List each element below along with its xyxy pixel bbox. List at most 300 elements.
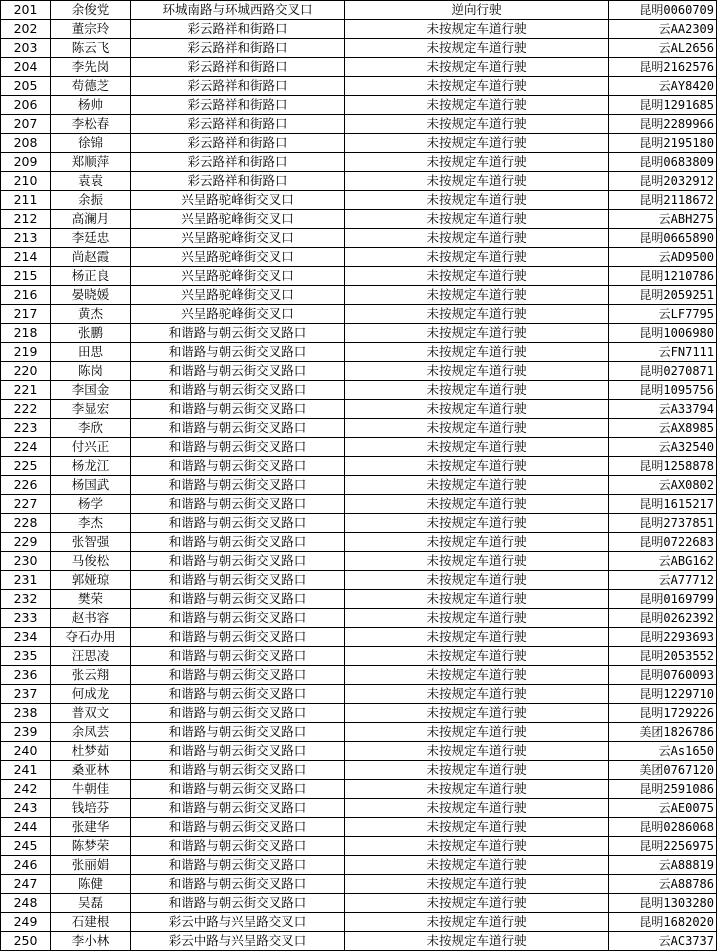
driver-name: 钱培芬 bbox=[51, 799, 131, 818]
table-row bbox=[1, 609, 717, 628]
table-row bbox=[1, 533, 717, 552]
row-number: 226 bbox=[1, 476, 51, 495]
driver-name: 董宗玲 bbox=[51, 20, 131, 39]
violation-type: 未按规定车道行驶 bbox=[345, 20, 609, 39]
table-row bbox=[1, 229, 717, 248]
plate-number: 昆明0683809 bbox=[609, 153, 717, 172]
violation-type: 未按规定车道行驶 bbox=[345, 58, 609, 77]
driver-name: 李先岗 bbox=[51, 58, 131, 77]
table-row bbox=[1, 210, 717, 229]
violation-type: 未按规定车道行驶 bbox=[345, 381, 609, 400]
driver-name: 汪思凌 bbox=[51, 647, 131, 666]
table-row bbox=[1, 723, 717, 742]
table-row bbox=[1, 647, 717, 666]
violation-type: 未按规定车道行驶 bbox=[345, 343, 609, 362]
row-number: 236 bbox=[1, 666, 51, 685]
violation-location: 兴呈路驼峰街交叉口 bbox=[131, 267, 345, 286]
plate-number: 云AX8985 bbox=[609, 419, 717, 438]
driver-name: 何成龙 bbox=[51, 685, 131, 704]
table-row bbox=[1, 400, 717, 419]
plate-number: 云LF7795 bbox=[609, 305, 717, 324]
plate-number: 昆明2591086 bbox=[609, 780, 717, 799]
row-number: 232 bbox=[1, 590, 51, 609]
driver-name: 赵书容 bbox=[51, 609, 131, 628]
driver-name: 张云翔 bbox=[51, 666, 131, 685]
table-row bbox=[1, 324, 717, 343]
violation-type: 未按规定车道行驶 bbox=[345, 457, 609, 476]
plate-number: 昆明0060709 bbox=[609, 1, 717, 20]
row-number: 216 bbox=[1, 286, 51, 305]
table-row bbox=[1, 780, 717, 799]
violation-location: 和谐路与朝云街交叉路口 bbox=[131, 324, 345, 343]
row-number: 229 bbox=[1, 533, 51, 552]
driver-name: 普双文 bbox=[51, 704, 131, 723]
plate-number: 云A88786 bbox=[609, 875, 717, 894]
violation-type: 未按规定车道行驶 bbox=[345, 115, 609, 134]
table-row bbox=[1, 115, 717, 134]
driver-name: 余振 bbox=[51, 191, 131, 210]
table-row bbox=[1, 457, 717, 476]
table-row bbox=[1, 438, 717, 457]
table-row bbox=[1, 704, 717, 723]
violation-type: 未按规定车道行驶 bbox=[345, 932, 609, 951]
violation-location: 和谐路与朝云街交叉路口 bbox=[131, 704, 345, 723]
violation-location: 和谐路与朝云街交叉路口 bbox=[131, 761, 345, 780]
table-row bbox=[1, 590, 717, 609]
violation-type: 未按规定车道行驶 bbox=[345, 780, 609, 799]
row-number: 242 bbox=[1, 780, 51, 799]
plate-number: 昆明2162576 bbox=[609, 58, 717, 77]
plate-number: 昆明2737851 bbox=[609, 514, 717, 533]
violation-location: 环城南路与环城西路交叉口 bbox=[131, 1, 345, 20]
plate-number: 云AE0075 bbox=[609, 799, 717, 818]
violation-type: 未按规定车道行驶 bbox=[345, 514, 609, 533]
driver-name: 杨学 bbox=[51, 495, 131, 514]
violation-type: 未按规定车道行驶 bbox=[345, 685, 609, 704]
driver-name: 高澜月 bbox=[51, 210, 131, 229]
table-row bbox=[1, 153, 717, 172]
table-row bbox=[1, 96, 717, 115]
driver-name: 李廷忠 bbox=[51, 229, 131, 248]
row-number: 241 bbox=[1, 761, 51, 780]
violation-location: 彩云路祥和街路口 bbox=[131, 77, 345, 96]
violation-type: 未按规定车道行驶 bbox=[345, 590, 609, 609]
row-number: 220 bbox=[1, 362, 51, 381]
violation-location: 和谐路与朝云街交叉路口 bbox=[131, 780, 345, 799]
table-row bbox=[1, 799, 717, 818]
table-row bbox=[1, 20, 717, 39]
plate-number: 昆明0665890 bbox=[609, 229, 717, 248]
plate-number: 云AX0802 bbox=[609, 476, 717, 495]
row-number: 227 bbox=[1, 495, 51, 514]
row-number: 201 bbox=[1, 1, 51, 20]
driver-name: 杨正良 bbox=[51, 267, 131, 286]
driver-name: 杜梦茹 bbox=[51, 742, 131, 761]
violation-type: 未按规定车道行驶 bbox=[345, 818, 609, 837]
row-number: 221 bbox=[1, 381, 51, 400]
violation-type: 未按规定车道行驶 bbox=[345, 723, 609, 742]
violation-location: 和谐路与朝云街交叉路口 bbox=[131, 343, 345, 362]
row-number: 249 bbox=[1, 913, 51, 932]
plate-number: 昆明1303280 bbox=[609, 894, 717, 913]
row-number: 207 bbox=[1, 115, 51, 134]
row-number: 235 bbox=[1, 647, 51, 666]
violation-type: 未按规定车道行驶 bbox=[345, 248, 609, 267]
driver-name: 杨国武 bbox=[51, 476, 131, 495]
violation-location: 和谐路与朝云街交叉路口 bbox=[131, 495, 345, 514]
violation-location: 彩云路祥和街路口 bbox=[131, 20, 345, 39]
driver-name: 张智强 bbox=[51, 533, 131, 552]
driver-name: 余凤芸 bbox=[51, 723, 131, 742]
violation-type: 未按规定车道行驶 bbox=[345, 96, 609, 115]
plate-number: 昆明2053552 bbox=[609, 647, 717, 666]
driver-name: 马俊松 bbox=[51, 552, 131, 571]
violation-location: 彩云路祥和街路口 bbox=[131, 96, 345, 115]
plate-number: 昆明2289966 bbox=[609, 115, 717, 134]
plate-number: 云As1650 bbox=[609, 742, 717, 761]
row-number: 212 bbox=[1, 210, 51, 229]
row-number: 211 bbox=[1, 191, 51, 210]
row-number: 202 bbox=[1, 20, 51, 39]
driver-name: 张建华 bbox=[51, 818, 131, 837]
violation-type: 未按规定车道行驶 bbox=[345, 267, 609, 286]
plate-number: 云AD9500 bbox=[609, 248, 717, 267]
table-row bbox=[1, 742, 717, 761]
violation-type: 未按规定车道行驶 bbox=[345, 172, 609, 191]
violation-location: 彩云路祥和街路口 bbox=[131, 115, 345, 134]
violation-type: 未按规定车道行驶 bbox=[345, 153, 609, 172]
row-number: 205 bbox=[1, 77, 51, 96]
driver-name: 晏晓媛 bbox=[51, 286, 131, 305]
plate-number: 昆明1258878 bbox=[609, 457, 717, 476]
plate-number: 昆明1006980 bbox=[609, 324, 717, 343]
row-number: 218 bbox=[1, 324, 51, 343]
plate-number: 云A33794 bbox=[609, 400, 717, 419]
plate-number: 昆明2032912 bbox=[609, 172, 717, 191]
row-number: 217 bbox=[1, 305, 51, 324]
driver-name: 张丽娟 bbox=[51, 856, 131, 875]
violation-location: 和谐路与朝云街交叉路口 bbox=[131, 362, 345, 381]
table-row bbox=[1, 381, 717, 400]
violation-type: 未按规定车道行驶 bbox=[345, 476, 609, 495]
plate-number: 昆明0169799 bbox=[609, 590, 717, 609]
row-number: 250 bbox=[1, 932, 51, 951]
plate-number: 云AY8420 bbox=[609, 77, 717, 96]
violation-location: 和谐路与朝云街交叉路口 bbox=[131, 723, 345, 742]
violation-location: 彩云路祥和街路口 bbox=[131, 39, 345, 58]
violation-type: 未按规定车道行驶 bbox=[345, 837, 609, 856]
violation-type: 未按规定车道行驶 bbox=[345, 647, 609, 666]
row-number: 203 bbox=[1, 39, 51, 58]
violation-table-body bbox=[1, 1, 717, 951]
violation-location: 和谐路与朝云街交叉路口 bbox=[131, 742, 345, 761]
plate-number: 云AC3737 bbox=[609, 932, 717, 951]
driver-name: 田思 bbox=[51, 343, 131, 362]
row-number: 240 bbox=[1, 742, 51, 761]
violation-location: 兴呈路驼峰街交叉口 bbox=[131, 229, 345, 248]
violation-location: 和谐路与朝云街交叉路口 bbox=[131, 381, 345, 400]
violation-type: 未按规定车道行驶 bbox=[345, 229, 609, 248]
table-row bbox=[1, 134, 717, 153]
plate-number: 昆明1095756 bbox=[609, 381, 717, 400]
row-number: 247 bbox=[1, 875, 51, 894]
table-row bbox=[1, 875, 717, 894]
violation-location: 兴呈路驼峰街交叉口 bbox=[131, 191, 345, 210]
driver-name: 李欣 bbox=[51, 419, 131, 438]
driver-name: 郑顺萍 bbox=[51, 153, 131, 172]
violation-location: 和谐路与朝云街交叉路口 bbox=[131, 457, 345, 476]
violation-type: 未按规定车道行驶 bbox=[345, 362, 609, 381]
plate-number: 美团0767120 bbox=[609, 761, 717, 780]
violation-type: 未按规定车道行驶 bbox=[345, 704, 609, 723]
violation-location: 和谐路与朝云街交叉路口 bbox=[131, 400, 345, 419]
table-row bbox=[1, 77, 717, 96]
table-row bbox=[1, 191, 717, 210]
violation-type: 未按规定车道行驶 bbox=[345, 875, 609, 894]
violation-location: 兴呈路驼峰街交叉口 bbox=[131, 248, 345, 267]
row-number: 210 bbox=[1, 172, 51, 191]
violation-location: 和谐路与朝云街交叉路口 bbox=[131, 856, 345, 875]
table-row bbox=[1, 248, 717, 267]
plate-number: 云ABG162 bbox=[609, 552, 717, 571]
driver-name: 李显宏 bbox=[51, 400, 131, 419]
plate-number: 昆明2195180 bbox=[609, 134, 717, 153]
violation-location: 兴呈路驼峰街交叉口 bbox=[131, 305, 345, 324]
row-number: 209 bbox=[1, 153, 51, 172]
row-number: 214 bbox=[1, 248, 51, 267]
violation-location: 和谐路与朝云街交叉路口 bbox=[131, 438, 345, 457]
row-number: 222 bbox=[1, 400, 51, 419]
violation-type: 未按规定车道行驶 bbox=[345, 191, 609, 210]
row-number: 213 bbox=[1, 229, 51, 248]
violation-location: 和谐路与朝云街交叉路口 bbox=[131, 571, 345, 590]
plate-number: 云A88819 bbox=[609, 856, 717, 875]
violation-type: 未按规定车道行驶 bbox=[345, 666, 609, 685]
row-number: 231 bbox=[1, 571, 51, 590]
driver-name: 袁袁 bbox=[51, 172, 131, 191]
violation-type: 逆向行驶 bbox=[345, 1, 609, 20]
violation-location: 彩云路祥和街路口 bbox=[131, 134, 345, 153]
table-row bbox=[1, 628, 717, 647]
plate-number: 云FN7111 bbox=[609, 343, 717, 362]
violation-type: 未按规定车道行驶 bbox=[345, 856, 609, 875]
plate-number: 昆明0722683 bbox=[609, 533, 717, 552]
violation-type: 未按规定车道行驶 bbox=[345, 761, 609, 780]
plate-number: 云AL2656 bbox=[609, 39, 717, 58]
table-row bbox=[1, 495, 717, 514]
driver-name: 杨帅 bbox=[51, 96, 131, 115]
row-number: 204 bbox=[1, 58, 51, 77]
row-number: 233 bbox=[1, 609, 51, 628]
table-row bbox=[1, 837, 717, 856]
driver-name: 樊荣 bbox=[51, 590, 131, 609]
violation-type: 未按规定车道行驶 bbox=[345, 324, 609, 343]
plate-number: 云AA2309 bbox=[609, 20, 717, 39]
driver-name: 李杰 bbox=[51, 514, 131, 533]
table-row bbox=[1, 172, 717, 191]
table-row bbox=[1, 818, 717, 837]
violation-type: 未按规定车道行驶 bbox=[345, 39, 609, 58]
driver-name: 苟德芝 bbox=[51, 77, 131, 96]
violation-type: 未按规定车道行驶 bbox=[345, 400, 609, 419]
violation-type: 未按规定车道行驶 bbox=[345, 628, 609, 647]
driver-name: 陈梦荣 bbox=[51, 837, 131, 856]
violation-location: 和谐路与朝云街交叉路口 bbox=[131, 552, 345, 571]
row-number: 237 bbox=[1, 685, 51, 704]
plate-number: 昆明2118672 bbox=[609, 191, 717, 210]
driver-name: 陈健 bbox=[51, 875, 131, 894]
violation-type: 未按规定车道行驶 bbox=[345, 419, 609, 438]
violation-location: 兴呈路驼峰街交叉口 bbox=[131, 286, 345, 305]
violation-type: 未按规定车道行驶 bbox=[345, 799, 609, 818]
violation-location: 彩云中路与兴呈路交叉口 bbox=[131, 932, 345, 951]
driver-name: 石建根 bbox=[51, 913, 131, 932]
row-number: 206 bbox=[1, 96, 51, 115]
violation-type: 未按规定车道行驶 bbox=[345, 742, 609, 761]
violation-type: 未按规定车道行驶 bbox=[345, 134, 609, 153]
plate-number: 昆明1729226 bbox=[609, 704, 717, 723]
violation-location: 和谐路与朝云街交叉路口 bbox=[131, 514, 345, 533]
violation-type: 未按规定车道行驶 bbox=[345, 571, 609, 590]
table-row bbox=[1, 514, 717, 533]
violation-location: 和谐路与朝云街交叉路口 bbox=[131, 837, 345, 856]
table-row bbox=[1, 362, 717, 381]
table-row bbox=[1, 932, 717, 951]
violation-type: 未按规定车道行驶 bbox=[345, 552, 609, 571]
table-row bbox=[1, 666, 717, 685]
table-row bbox=[1, 286, 717, 305]
table-row bbox=[1, 58, 717, 77]
plate-number: 美团1826786 bbox=[609, 723, 717, 742]
violation-location: 彩云路祥和街路口 bbox=[131, 58, 345, 77]
plate-number: 昆明0760093 bbox=[609, 666, 717, 685]
driver-name: 李松春 bbox=[51, 115, 131, 134]
violation-location: 和谐路与朝云街交叉路口 bbox=[131, 533, 345, 552]
row-number: 243 bbox=[1, 799, 51, 818]
row-number: 239 bbox=[1, 723, 51, 742]
plate-number: 昆明2256975 bbox=[609, 837, 717, 856]
table-row bbox=[1, 1, 717, 20]
driver-name: 杨龙江 bbox=[51, 457, 131, 476]
row-number: 208 bbox=[1, 134, 51, 153]
driver-name: 吴磊 bbox=[51, 894, 131, 913]
plate-number: 昆明2059251 bbox=[609, 286, 717, 305]
violation-type: 未按规定车道行驶 bbox=[345, 77, 609, 96]
row-number: 228 bbox=[1, 514, 51, 533]
plate-number: 昆明1210786 bbox=[609, 267, 717, 286]
table-row bbox=[1, 571, 717, 590]
driver-name: 尚赵霞 bbox=[51, 248, 131, 267]
row-number: 225 bbox=[1, 457, 51, 476]
driver-name: 桑亚林 bbox=[51, 761, 131, 780]
table-row bbox=[1, 39, 717, 58]
violation-type: 未按规定车道行驶 bbox=[345, 913, 609, 932]
violation-location: 和谐路与朝云街交叉路口 bbox=[131, 647, 345, 666]
violation-type: 未按规定车道行驶 bbox=[345, 495, 609, 514]
violation-type: 未按规定车道行驶 bbox=[345, 210, 609, 229]
violation-location: 和谐路与朝云街交叉路口 bbox=[131, 894, 345, 913]
driver-name: 夺石办用 bbox=[51, 628, 131, 647]
driver-name: 牛朝佳 bbox=[51, 780, 131, 799]
row-number: 223 bbox=[1, 419, 51, 438]
table-row bbox=[1, 913, 717, 932]
violation-type: 未按规定车道行驶 bbox=[345, 305, 609, 324]
table-row bbox=[1, 552, 717, 571]
driver-name: 郭娅琼 bbox=[51, 571, 131, 590]
table-row bbox=[1, 894, 717, 913]
driver-name: 陈云飞 bbox=[51, 39, 131, 58]
plate-number: 昆明0270871 bbox=[609, 362, 717, 381]
violation-location: 彩云路祥和街路口 bbox=[131, 153, 345, 172]
violation-location: 和谐路与朝云街交叉路口 bbox=[131, 685, 345, 704]
violation-location: 和谐路与朝云街交叉路口 bbox=[131, 875, 345, 894]
table-row bbox=[1, 267, 717, 286]
violation-location: 兴呈路驼峰街交叉口 bbox=[131, 210, 345, 229]
plate-number: 昆明1615217 bbox=[609, 495, 717, 514]
table-row bbox=[1, 419, 717, 438]
driver-name: 付兴正 bbox=[51, 438, 131, 457]
row-number: 246 bbox=[1, 856, 51, 875]
plate-number: 昆明1229710 bbox=[609, 685, 717, 704]
violation-location: 和谐路与朝云街交叉路口 bbox=[131, 799, 345, 818]
row-number: 224 bbox=[1, 438, 51, 457]
violation-location: 彩云中路与兴呈路交叉口 bbox=[131, 913, 345, 932]
table-row bbox=[1, 685, 717, 704]
table-row bbox=[1, 476, 717, 495]
driver-name: 余俊党 bbox=[51, 1, 131, 20]
row-number: 238 bbox=[1, 704, 51, 723]
violation-location: 和谐路与朝云街交叉路口 bbox=[131, 476, 345, 495]
driver-name: 陈岗 bbox=[51, 362, 131, 381]
driver-name: 徐锦 bbox=[51, 134, 131, 153]
violation-type: 未按规定车道行驶 bbox=[345, 533, 609, 552]
violation-type: 未按规定车道行驶 bbox=[345, 286, 609, 305]
driver-name: 张鹏 bbox=[51, 324, 131, 343]
row-number: 244 bbox=[1, 818, 51, 837]
violation-location: 和谐路与朝云街交叉路口 bbox=[131, 628, 345, 647]
violation-type: 未按规定车道行驶 bbox=[345, 894, 609, 913]
row-number: 234 bbox=[1, 628, 51, 647]
row-number: 230 bbox=[1, 552, 51, 571]
violation-location: 彩云路祥和街路口 bbox=[131, 172, 345, 191]
plate-number: 昆明1291685 bbox=[609, 96, 717, 115]
driver-name: 黄杰 bbox=[51, 305, 131, 324]
table-row bbox=[1, 305, 717, 324]
violation-location: 和谐路与朝云街交叉路口 bbox=[131, 590, 345, 609]
plate-number: 昆明0286068 bbox=[609, 818, 717, 837]
table-row bbox=[1, 343, 717, 362]
plate-number: 昆明1682020 bbox=[609, 913, 717, 932]
row-number: 245 bbox=[1, 837, 51, 856]
plate-number: 云ABH275 bbox=[609, 210, 717, 229]
driver-name: 李小林 bbox=[51, 932, 131, 951]
table-row bbox=[1, 856, 717, 875]
violation-type: 未按规定车道行驶 bbox=[345, 438, 609, 457]
plate-number: 云A77712 bbox=[609, 571, 717, 590]
table-row bbox=[1, 761, 717, 780]
plate-number: 昆明2293693 bbox=[609, 628, 717, 647]
violation-location: 和谐路与朝云街交叉路口 bbox=[131, 419, 345, 438]
violation-type: 未按规定车道行驶 bbox=[345, 609, 609, 628]
violation-location: 和谐路与朝云街交叉路口 bbox=[131, 666, 345, 685]
plate-number: 昆明0262392 bbox=[609, 609, 717, 628]
row-number: 219 bbox=[1, 343, 51, 362]
driver-name: 李国金 bbox=[51, 381, 131, 400]
row-number: 248 bbox=[1, 894, 51, 913]
violation-location: 和谐路与朝云街交叉路口 bbox=[131, 818, 345, 837]
row-number: 215 bbox=[1, 267, 51, 286]
violation-location: 和谐路与朝云街交叉路口 bbox=[131, 609, 345, 628]
